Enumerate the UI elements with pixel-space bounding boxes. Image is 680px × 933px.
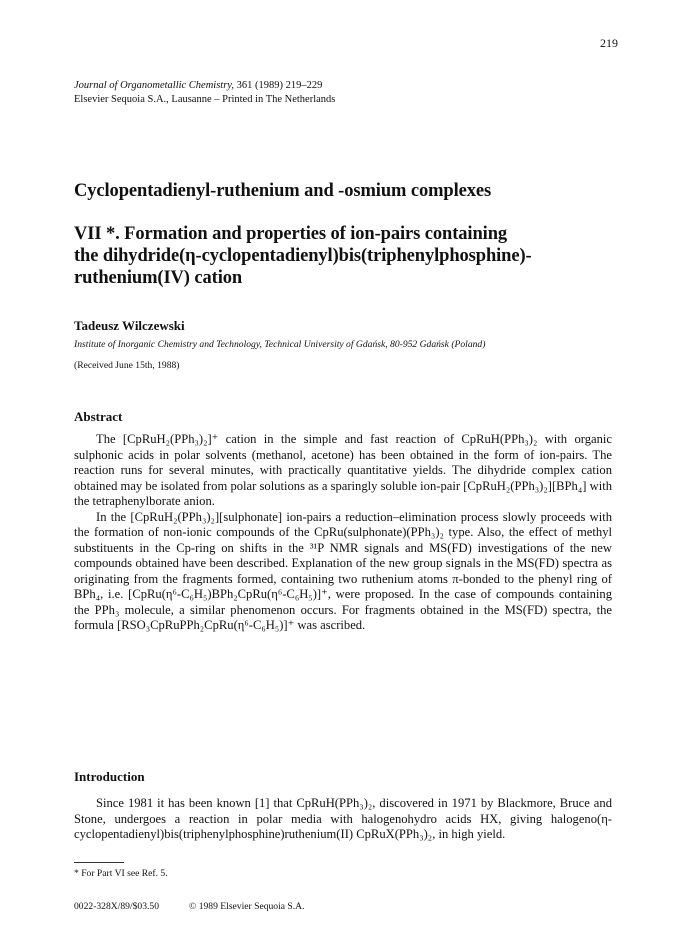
bottom-line <box>74 901 612 912</box>
author-name: Tadeusz Wilczewski <box>74 318 185 333</box>
introduction-body <box>74 796 612 843</box>
journal-header <box>74 79 612 107</box>
introduction-paragraph-1: Since 1981 it has been known [1] that CpRuH(PPh₃)₂, discovered in 1971 by Blackmore, Bruce and Stone, undergoes a reaction in polar media with halogenohydro acids HX, giving halogeno(η-cyclopentadienyl)bis(triphenylphosphine)ruthenium(II) CpRuX(PPh₃)₂, in high yield. <box>74 796 612 841</box>
article-title <box>74 180 612 289</box>
copyright-notice: © 1989 Elsevier Sequoia S.A. <box>189 901 305 912</box>
footnote: * For Part VI see Ref. 5. <box>74 868 168 879</box>
journal-name: Journal of Organometallic Chemistry, <box>74 80 235 91</box>
abstract-body <box>74 432 612 634</box>
title-line-3: ruthenium(IV) cation <box>74 268 243 288</box>
series-title: Cyclopentadienyl-ruthenium and -osmium complexes <box>74 181 492 201</box>
publisher-line: Elsevier Sequoia S.A., Lausanne – Printed in The Netherlands <box>74 94 336 105</box>
abstract-paragraph-1: The [CpRuH₂(PPh₃)₂]⁺ cation in the simple and fast reaction of CpRuH(PPh₃)₂ with organic sulphonic acids in polar solvents (methanol, acetone) has been obtained in the form of ion-pairs. The reaction runs for several minutes, with practically quantitative yields. The dihydride complex cation obtained may be isolated from polar solutions as a sparingly soluble ion-pair [CpRuH₂(PPh₃)₂][BPh₄] with the tetraphenylborate anion. <box>74 432 612 508</box>
journal-citation: 361 (1989) 219–229 <box>234 80 323 91</box>
abstract-heading: Abstract <box>74 409 123 424</box>
abstract-paragraph-2: In the [CpRuH₂(PPh₃)₂][sulphonate] ion-pairs a reduction–elimination process slowly proceeds with the formation of non-ionic compounds of the CpRu(sulphonate)(PPh₃)₂ type. Also, the effect of methyl substituents in the Cp-ring on shifts in the ³¹P NMR signals and MS(FD) investigations of the new compounds obtained have been described. Explanation of the new group signals in the MS(FD) spectra as originating from the fragments formed, containing two ruthenium atoms π-bonded to the phenyl ring of BPh₄, i.e. [CpRu(η⁶-C₆H₅)BPh₂CpRu(η⁶-C₆H₅)]⁺, were proposed. In the case of compounds containing the PPh₃ molecule, a similar phenomenon occurs. For fragments obtained in the MS(FD) spectra, the formula [RSO₃CpRuPPh₂CpRu(η⁶-C₆H₅)]⁺ was ascribed. <box>74 509 612 632</box>
footnote-rule <box>74 862 124 863</box>
article-code: 0022-328X/89/$03.50 <box>74 901 160 912</box>
received-date: (Received June 15th, 1988) <box>74 360 180 371</box>
introduction-heading: Introduction <box>74 769 145 784</box>
affiliation: Institute of Inorganic Chemistry and Technology, Technical University of Gdańsk, 80-952 Gdańsk (Poland) <box>74 339 486 350</box>
page-number: 219 <box>600 36 618 50</box>
journal-citation-line <box>74 79 612 93</box>
title-line-2: the dihydride(η-cyclopentadienyl)bis(triphenylphosphine)- <box>74 246 532 266</box>
title-line-1: VII *. Formation and properties of ion-pairs containing <box>74 224 508 244</box>
